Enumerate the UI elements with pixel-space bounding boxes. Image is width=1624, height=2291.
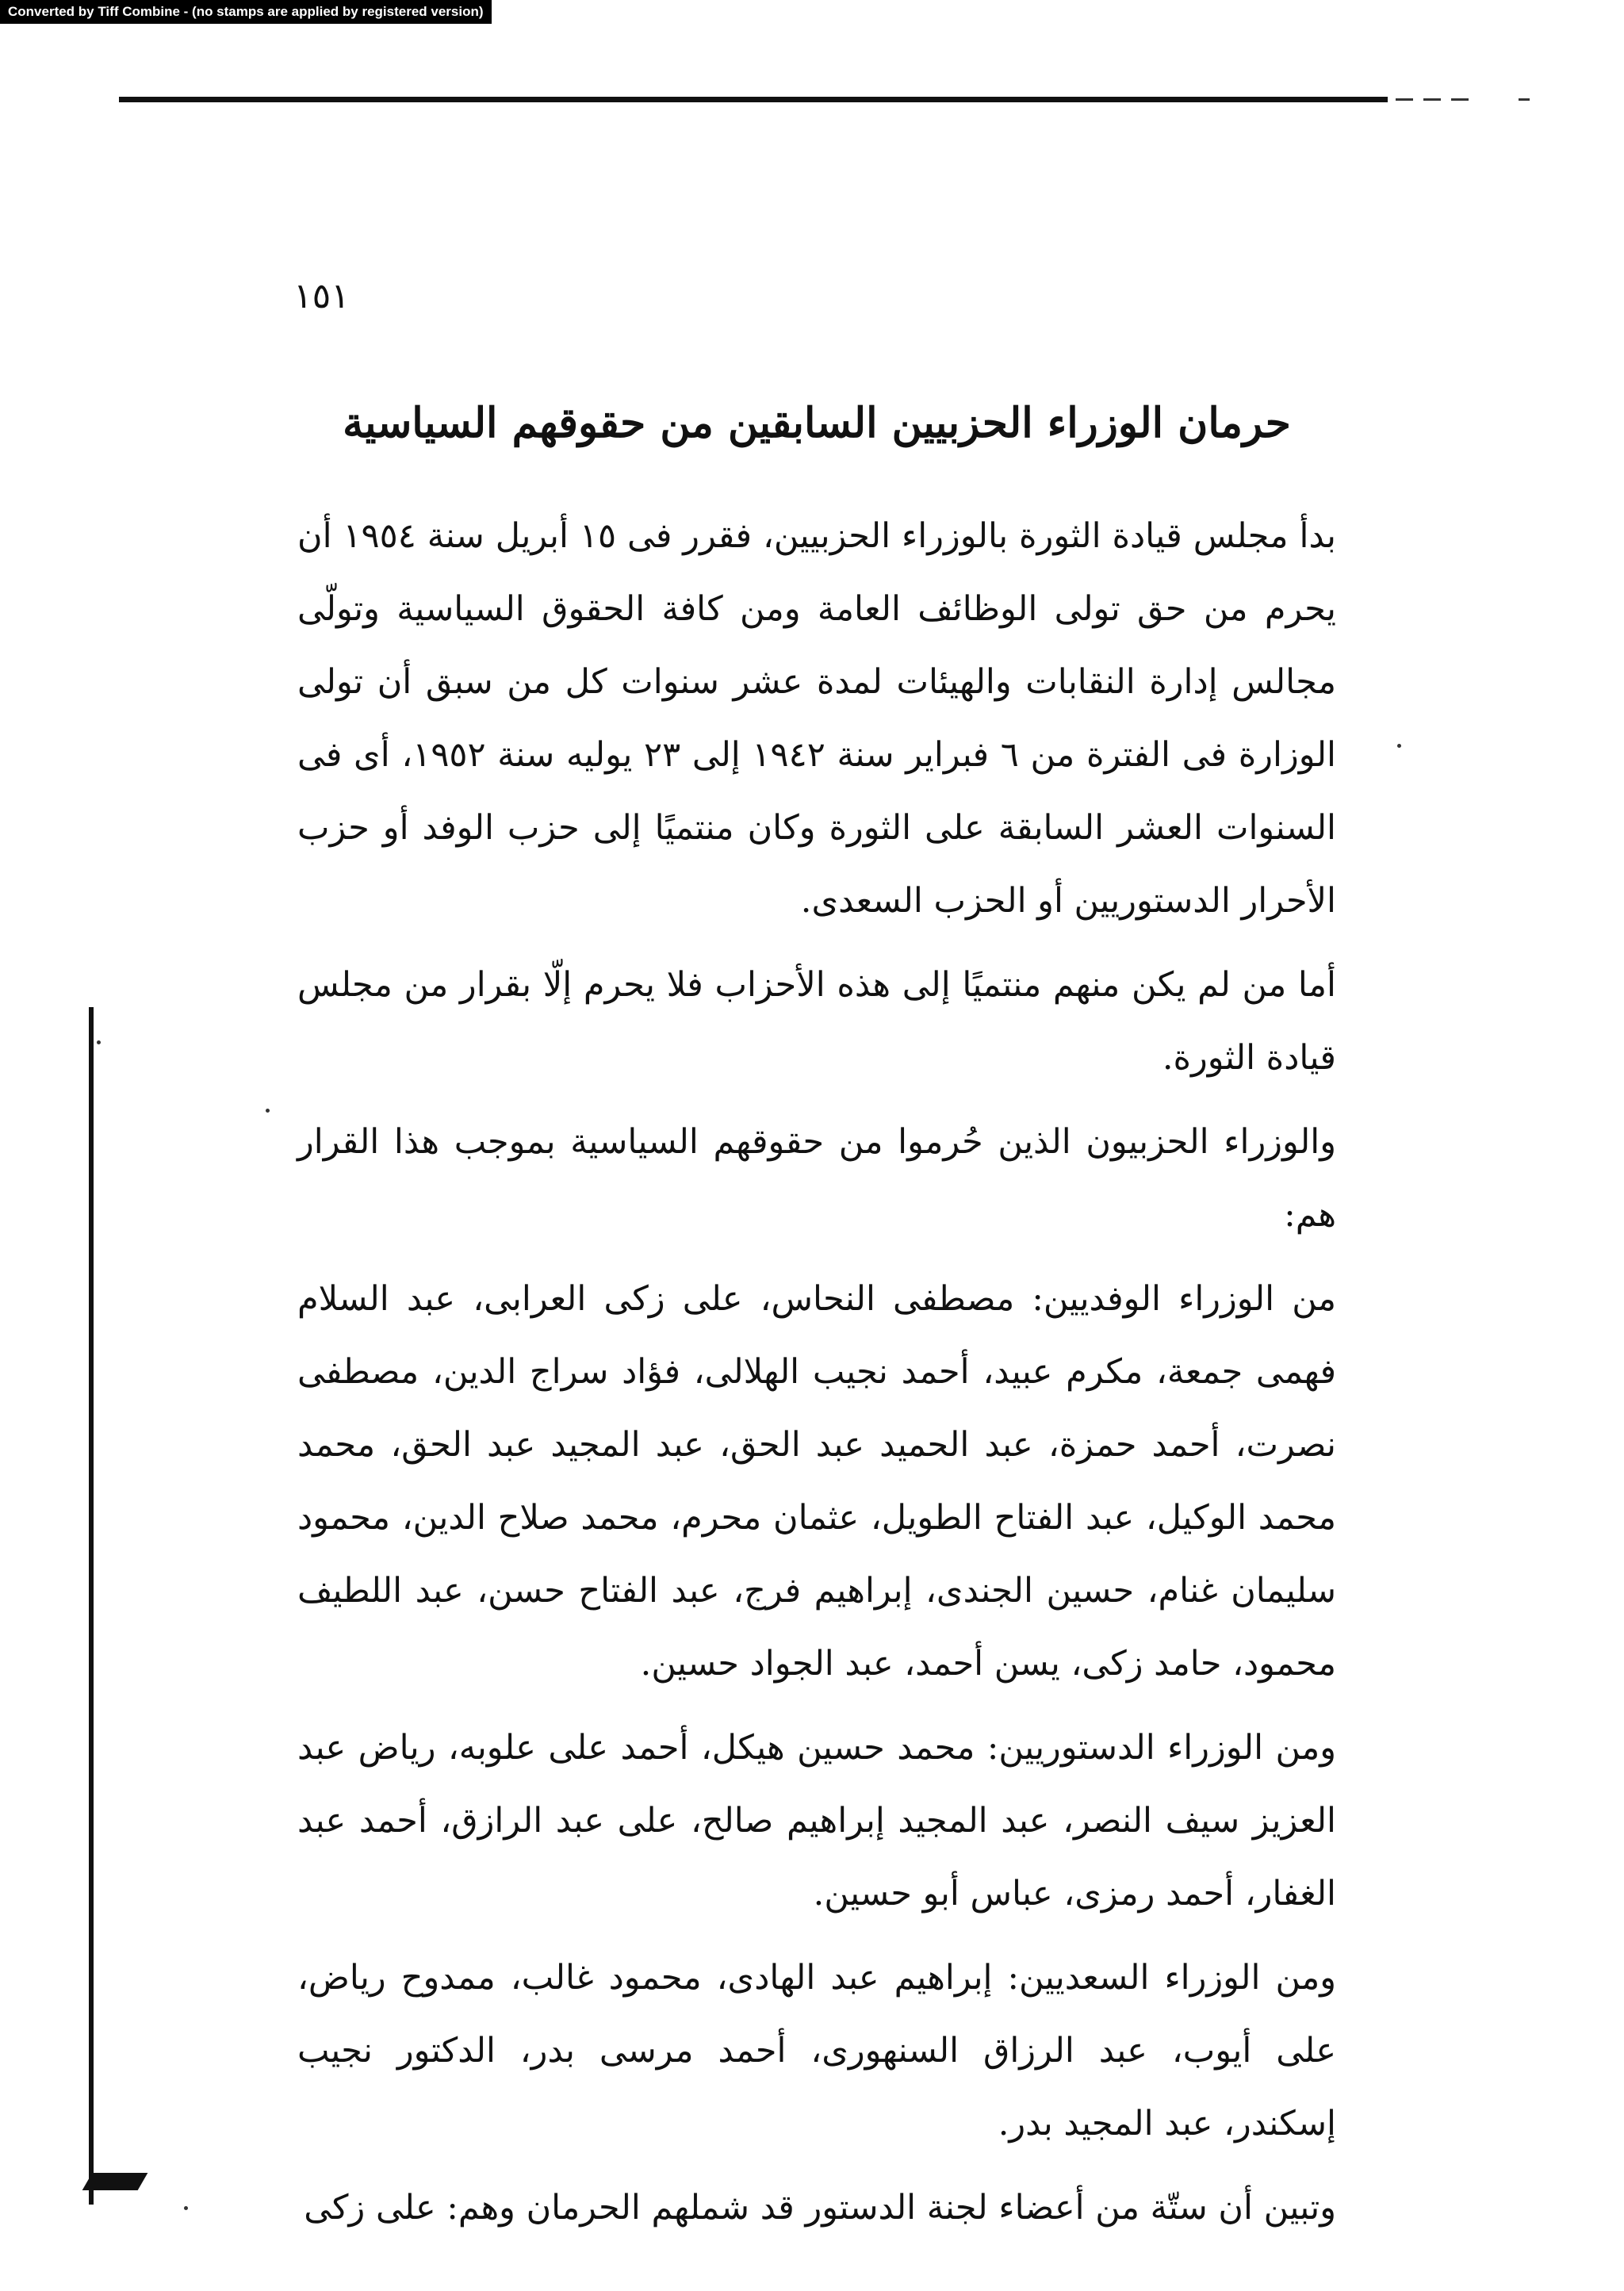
paragraph: من الوزراء الوفديين: مصطفى النحاس، على زكى العرابى، عبد السلام فهمى جمعة، مكرم عبيد، أحمد نجيب الهلالى، فؤاد سراج الدين، مصطفى نصرت، أحمد حمزة، عبد الحميد عبد الحق، عبد المجيد عبد الحق، محمد محمد الوكيل، عبد الفتاح الطويل، عثمان محرم، محمد صلاح الدين، محمود سليمان غنام، حسين الجندى، إبراهيم فرج، عبد الفتاح حسن، عبد اللطيف محمود، حامد زكى، يسن أحمد، عبد الجواد حسين. — [297, 1279, 1336, 1684]
scan-speck — [97, 1040, 101, 1044]
header-rule-dash — [1451, 98, 1469, 101]
header-rule-dash — [1396, 98, 1413, 101]
header-rule-dash — [1423, 98, 1441, 101]
converter-banner: Converted by Tiff Combine - (no stamps are applied by registered version) — [0, 0, 492, 24]
paragraph: بدأ مجلس قيادة الثورة بالوزراء الحزبيين، فقرر فى ١٥ أبريل سنة ١٩٥٤ أن يحرم من حق تولى الوظائف العامة ومن كافة الحقوق السياسية وتولّى مجالس إدارة النقابات والهيئات لمدة عشر سنوات كل من سبق أن تولى الوزارة فى الفترة من ٦ فبراير سنة ١٩٤٢ إلى ٢٣ يوليه سنة ١٩٥٢، أى فى السنوات العشر السابقة على الثورة وكان منتميًا إلى حزب الوفد أو حزب الأحرار الدستوريين أو الحزب السعدى. — [297, 516, 1336, 921]
scan-speck — [266, 1109, 270, 1113]
paragraph: ومن الوزراء الدستوريين: محمد حسين هيكل، أحمد على علوبه، رياض عبد العزيز سيف النصر، عبد المجيد إبراهيم صالح، على عبد الرازق، أحمد عبد الغفار، أحمد رمزى، عباس أبو حسين. — [297, 1728, 1336, 1914]
paragraph: ومن الوزراء السعديين: إبراهيم عبد الهادى، محمود غالب، ممدوح رياض، على أيوب، عبد الرزاق السنهورى، أحمد مرسى بدر، الدكتور نجيب إسكندر، عبد المجيد بدر. — [297, 1958, 1336, 2144]
scan-margin-mark — [82, 2173, 148, 2190]
header-rule-dash — [1519, 98, 1530, 101]
page-number: ١٥١ — [293, 276, 350, 316]
header-rule — [119, 97, 1388, 102]
scan-speck — [1397, 744, 1401, 748]
paragraph: والوزراء الحزبيون الذين حُرموا من حقوقهم السياسية بموجب هذا القرار هم: — [297, 1122, 1336, 1235]
paragraph: وتبين أن ستّة من أعضاء لجنة الدستور قد شملهم الحرمان وهم: على زكى — [304, 2188, 1336, 2228]
chapter-title: حرمان الوزراء الحزبيين السابقين من حقوقهم السياسية — [343, 399, 1291, 447]
body-text — [297, 500, 1336, 2255]
scan-margin-line — [89, 1007, 94, 2205]
scan-speck — [184, 2206, 188, 2210]
paragraph: أما من لم يكن منهم منتميًا إلى هذه الأحزاب فلا يحرم إلّا بقرار من مجلس قيادة الثورة. — [297, 965, 1336, 1078]
